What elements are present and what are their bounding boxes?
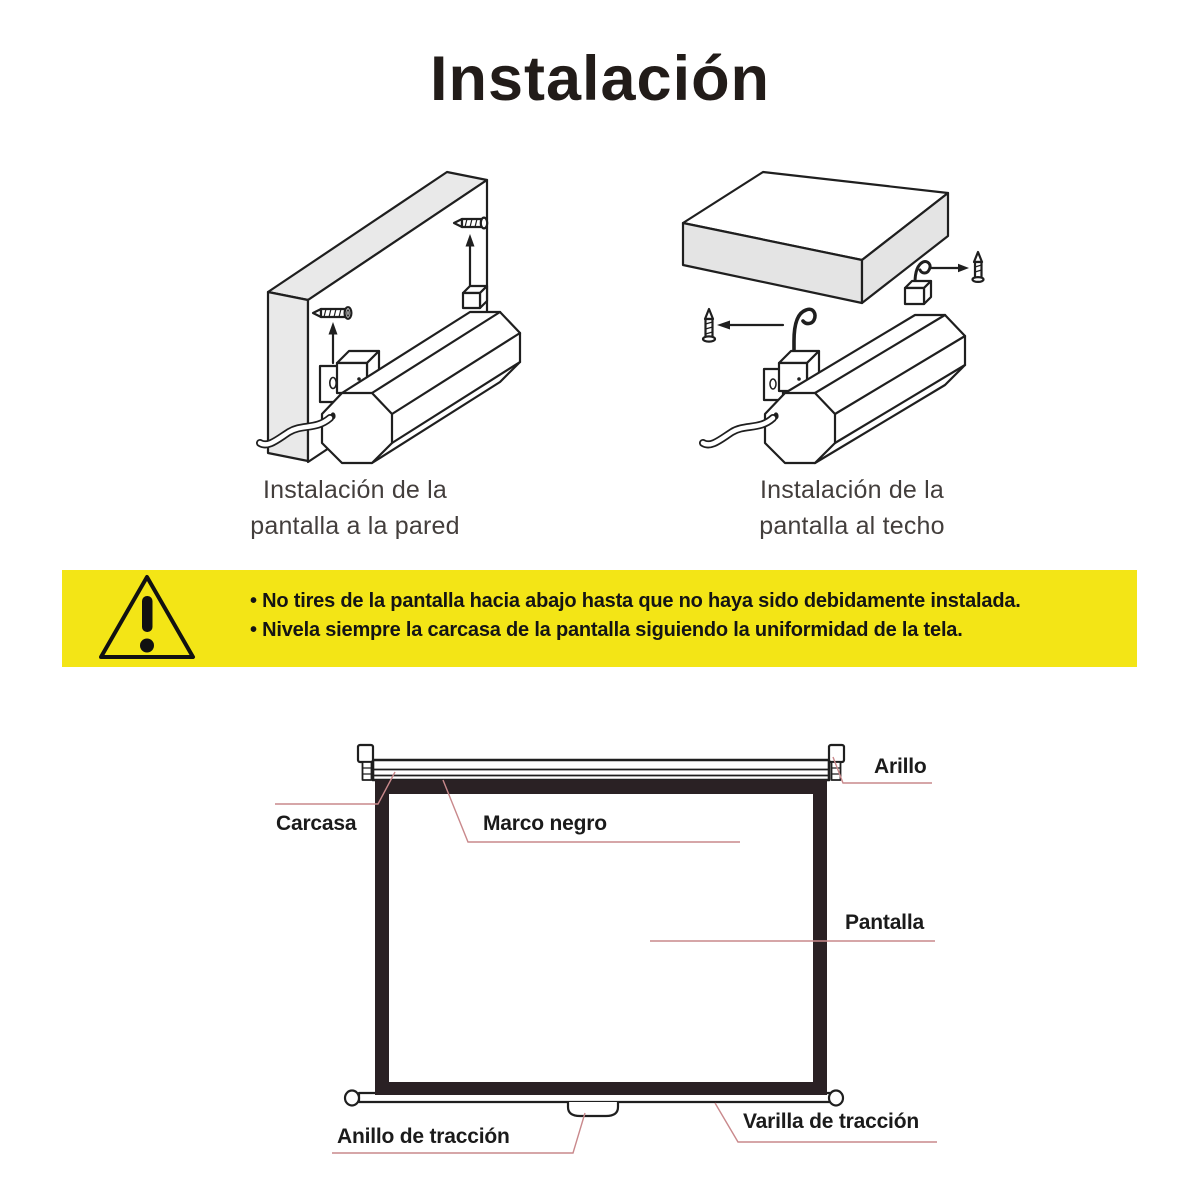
housing-end-cap [322,393,392,463]
ceiling-caption [737,472,967,544]
hanger-ring-right [829,745,844,780]
part-label-anillo-traccion: Anillo de tracción [337,1125,510,1148]
ceiling-installation-illustration [665,160,1005,480]
arrow-left-icon [717,321,783,330]
hanger-ring-left [358,745,373,780]
ceiling-bracket-small [905,281,931,304]
rod-end-cap-left [345,1091,359,1106]
part-label-arillo: Arillo [874,755,927,778]
part-label-pantalla: Pantalla [845,911,924,934]
screw-icon [973,252,984,282]
rod-end-cap-right [829,1091,843,1106]
wall-caption-line1: Instalación de la [262,476,448,504]
screw-icon [703,309,715,342]
screw-icon [313,307,351,319]
warning-banner [62,570,1137,667]
wall-bracket-small [463,286,487,308]
page-title: Instalación [429,44,771,114]
wall-caption [240,472,470,544]
wall-installation-illustration [240,160,560,480]
part-label-varilla-traccion: Varilla de tracción [743,1110,919,1133]
warning-item: • No tires de la pantalla hacia abajo hasta que no haya sido debidamente instalada. [250,590,1021,612]
part-label-carcasa: Carcasa [276,812,357,835]
warning-item: • Nivela siempre la carcasa de la pantalla siguiendo la uniformidad de la tela. [250,619,963,641]
wall-caption-line2: pantalla a la pared [250,512,460,540]
ceiling-caption-line1: Instalación de la [759,476,945,504]
screen-parts-diagram [240,730,980,1170]
warning-triangle-icon [96,572,200,664]
warning-text [250,587,1021,645]
part-label-marco-negro: Marco negro [483,812,607,835]
ceiling-caption-line2: pantalla al techo [759,512,945,540]
housing-end-cap [765,393,835,463]
pull-tab [568,1102,618,1116]
arrow-right-icon [930,264,969,272]
